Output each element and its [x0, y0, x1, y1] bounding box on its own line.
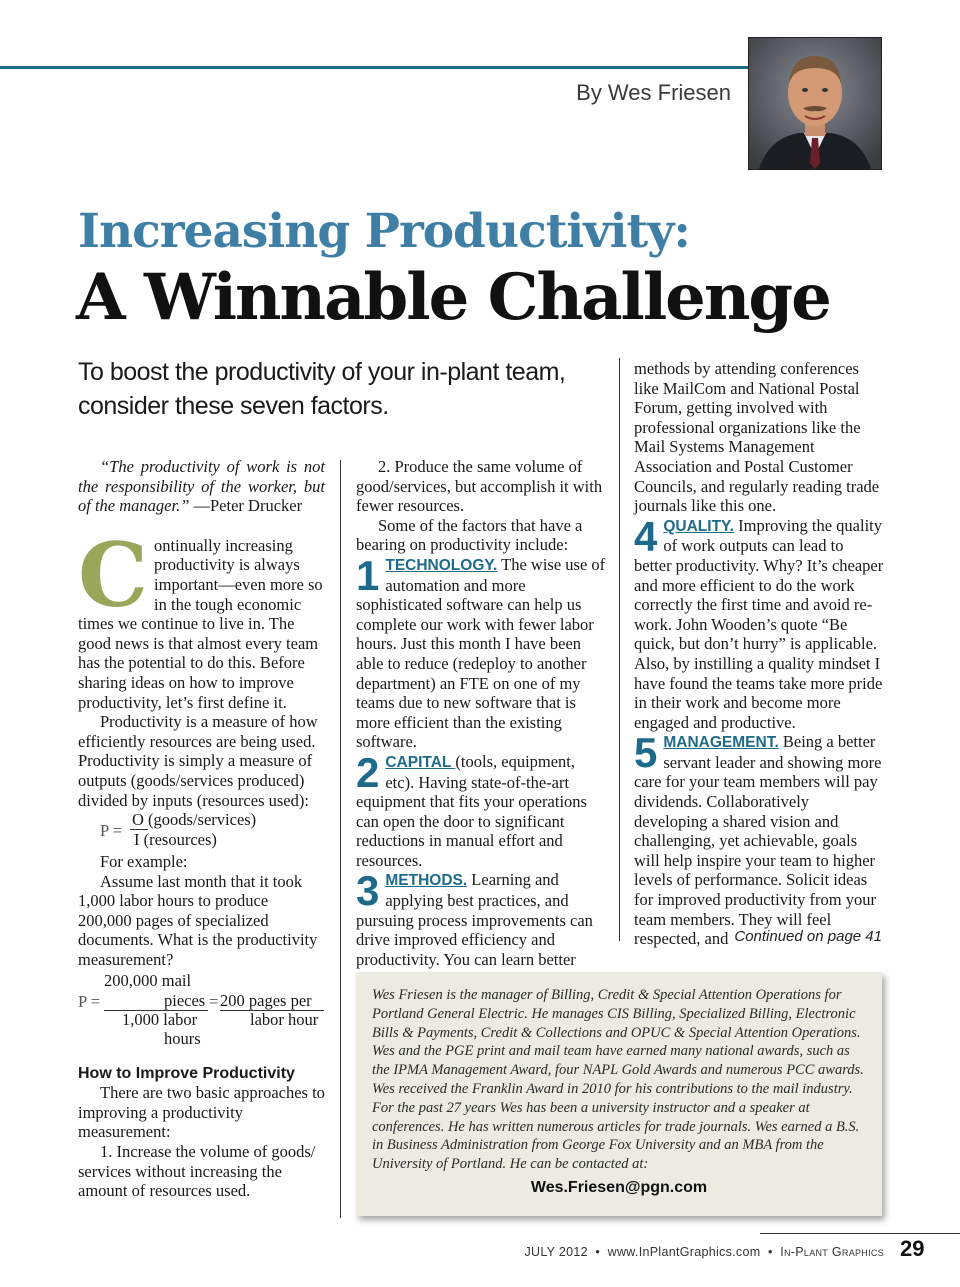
subtitle: To boost the productivity of your in-plant team, consider these seven factors.	[78, 358, 566, 420]
factor-text-technology: The wise use of automation and more sophisticated software can help us complete our work with fewer labor hours. Just this month I have been able to reduce (redeploy to another department) an FTE on one of my teams due to new software that is more efficient than the existing software.	[356, 554, 606, 752]
intro-paragraph	[78, 522, 325, 712]
quote-text: “The productivity of work is not the responsibility of the worker, but of the manager.”	[78, 457, 325, 516]
example-numerator-1: 200,000 mail	[104, 970, 192, 990]
factor-keyword-technology: TECHNOLOGY.	[385, 556, 498, 574]
factor-methods	[356, 867, 606, 969]
factor-keyword-quality: QUALITY.	[663, 517, 734, 535]
example-equals: =	[209, 991, 219, 1011]
author-bio-box	[356, 972, 882, 1216]
factor-quality	[634, 512, 884, 733]
continued-jump-line: Continued on page 41	[734, 928, 882, 945]
factor-number-1: 1	[356, 551, 380, 599]
page-footer	[524, 1245, 884, 1259]
example-denominator-2: hours	[164, 1028, 201, 1048]
header-rule	[0, 66, 750, 69]
example-formula	[78, 970, 325, 1050]
approach-1: 1. Increase the volume of goods/ services without increasing the amount of resources used.	[78, 1142, 316, 1201]
example-paragraph: Assume last month that it took 1,000 labor hours to produce 200,000 pages of specialized documents. What is the productivity measurement?	[78, 871, 318, 970]
factor-capital	[356, 748, 606, 871]
factor-number-3: 3	[356, 867, 380, 915]
approach-2: 2. Produce the same volume of good/services, but accomplish it with fewer resources.	[356, 457, 603, 516]
factor-text-methods: Learning and applying best practices, and pursuing process improvements can drive improved efficiency and productivity. You can learn better	[356, 870, 593, 969]
formula-denominator: I (resources)	[134, 830, 217, 850]
formula-numerator: O (goods/services)	[132, 810, 257, 830]
example-numerator-2: pieces	[164, 990, 206, 1010]
factor-keyword-methods: METHODS.	[385, 872, 468, 890]
example-denominator-1: 1,000 labor	[122, 1009, 198, 1029]
factor-keyword-capital: CAPITAL	[385, 753, 456, 771]
footer-url[interactable]: www.InPlantGraphics.com	[607, 1245, 761, 1259]
page-number: 29	[900, 1236, 925, 1261]
headline-line-2: A Winnable Challenge	[76, 260, 830, 335]
example-label: For example:	[100, 852, 188, 872]
quote-author: —Peter Drucker	[189, 496, 303, 516]
epigraph-quote	[78, 457, 325, 516]
approaches-paragraph: There are two basic approaches to improving a productivity measurement:	[78, 1083, 325, 1142]
footer-bullet-2: •	[767, 1245, 773, 1259]
factor-text-quality: Improving the quality of work outputs can lead to better productivity. Why? It’s cheaper and more efficient to do the work correctly the first time and avoid re-work. John Wooden’s quote “Be quick, but don’t hurry” is applicable. Also, by instilling a quality mindset I have found the teams take more pride in their work and become more engaged and productive.	[634, 515, 884, 732]
example-result-denominator: labor hour	[250, 1009, 319, 1029]
drop-cap: C	[78, 522, 149, 627]
factor-number-4: 4	[634, 512, 658, 560]
factor-technology	[356, 551, 606, 752]
definition-paragraph: Productivity is a measure of how efficiently resources are being used. Productivity is simply a measure of outputs (goods/services produced) divided by inputs (resources used):	[78, 712, 318, 810]
factor-keyword-management: MANAGEMENT.	[663, 734, 779, 752]
headline-line-1: Increasing Productivity:	[78, 204, 690, 259]
productivity-formula	[78, 810, 325, 852]
factor-number-5: 5	[634, 729, 658, 777]
intro-text: ontinually increasing productivity is always important—even more so in the tough economic times we continue to live in. The good news is that almost every team has the potential to do this. Before sharing ideas on how to improve productivity, let’s first define it.	[78, 535, 323, 712]
footer-magazine-name: In-Plant Graphics	[780, 1245, 884, 1259]
article-column-1	[78, 457, 325, 1201]
footer-rule	[760, 1233, 960, 1234]
factor-text-capital: (tools, equipment, etc). Having state-of-the-art equipment that fits your operations can open the door to significant reductions in manual effort and resources.	[356, 751, 587, 870]
article-column-2	[356, 457, 606, 969]
column-divider-2	[619, 358, 620, 941]
footer-date: JULY 2012	[524, 1245, 588, 1259]
factor-text-management: Being a better servant leader and showing more care for your team members will pay dividends. Collaboratively developing a shared vision and challenging, yet achievable, goals will help inspire your team to higher levels of performance. Solicit ideas for improved productivity from your team members. They will feel respected, and	[634, 732, 882, 949]
footer-bullet-1: •	[595, 1245, 601, 1259]
author-photo	[748, 37, 882, 170]
byline: By Wes Friesen	[576, 80, 731, 105]
formula-p: P =	[100, 821, 122, 841]
article-column-3	[634, 359, 884, 949]
author-portrait-image	[749, 38, 881, 169]
column-divider-1	[340, 460, 341, 1218]
factors-intro: Some of the factors that have a bearing on productivity include:	[356, 515, 583, 555]
methods-continued: methods by attending conferences like MailCom and National Postal Forum, getting involved with professional organizations like the Mail Systems Management Association and Postal Customer Councils, and regularly reading trade journals like this one.	[634, 359, 880, 516]
example-result-numerator: 200 pages per	[220, 990, 312, 1010]
example-formula-p: P =	[78, 991, 100, 1011]
factor-number-2: 2	[356, 748, 380, 796]
factor-management	[634, 729, 884, 949]
author-email-link[interactable]: Wes.Friesen@pgn.com	[530, 1178, 708, 1196]
author-bio-text: Wes Friesen is the manager of Billing, Credit & Special Attention Operations for Portland General Electric. He manages CIS Billing, Specialized Billing, Electronic Bills & Payments, Credit & Collections and OPUC & Special Attention Operations. Wes and the PGE print and mail team have earned many national awards, such as the IPMA Management Award, four NAPL Gold Awards and numerous PCC awards. Wes received the Franklin Award in 2010 for his contributions to the mail industry. For the past 27 years Wes has been a university instructor and a speaker at conferences. He has written numerous articles for trade journals. Wes earned a B.S. in Business Administration from George Fox University and an MBA from the University of Portland. He can be contacted at:	[372, 987, 864, 1173]
section-subhead: How to Improve Productivity	[78, 1064, 295, 1082]
